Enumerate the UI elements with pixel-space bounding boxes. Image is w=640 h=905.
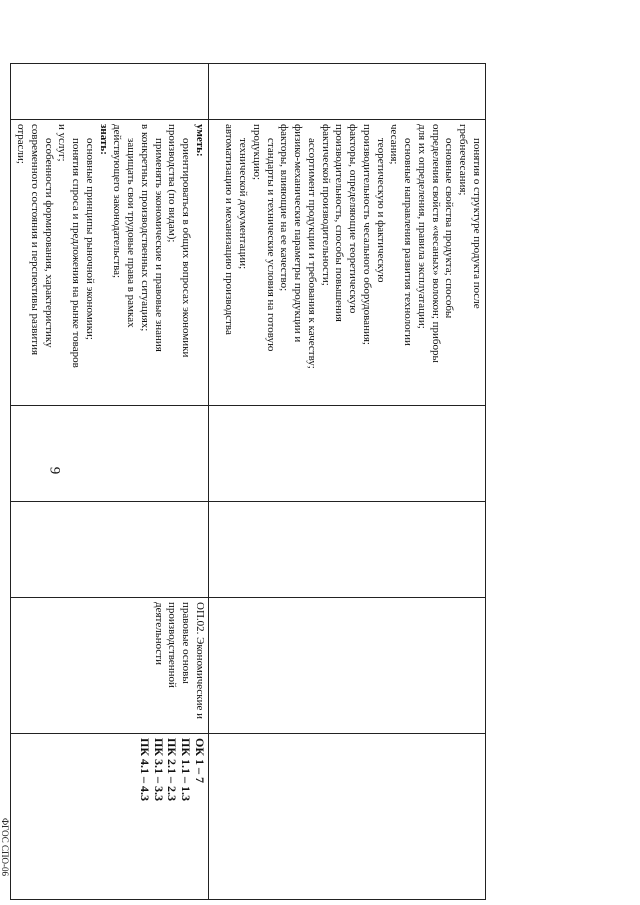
page-number: 9: [46, 466, 63, 475]
knowledge-line: отрасли;: [15, 124, 28, 164]
competency-code: ПК 4.1 – 4.3: [137, 738, 152, 802]
competency-list: [137, 738, 206, 895]
cell-empty: [209, 406, 486, 502]
skill-line: производства (по видам);: [166, 124, 179, 243]
competency-code: ПК 1.1 – 1.3: [179, 738, 194, 802]
knowledge-line: основные свойства продукта; способы: [443, 138, 456, 319]
knowledge-line: технической документации;: [237, 138, 250, 270]
knowledge-line: производительность, способы повышения: [333, 124, 346, 322]
skill-line: в конкретных производственных ситуациях;: [139, 124, 151, 332]
knowledge-line: продукцию;: [251, 124, 263, 181]
knowledge-line: теоретическую и фактическую: [374, 138, 387, 283]
knowledge-line: понятия спроса и предложения на рынке товаров: [70, 138, 83, 368]
knowledge-line: основные принципы рыночной экономики;: [84, 138, 96, 340]
knowledge-line: факторы, влияющие на ее качество;: [278, 124, 291, 292]
knowledge-list: [222, 124, 483, 401]
knowledge-line: фактической производительности;: [319, 124, 332, 286]
knowledge-line: физико-механические параметры продукции и: [292, 124, 305, 343]
table-row: [209, 64, 486, 900]
rotated-table-frame: [15, 63, 486, 899]
cell-index: [209, 64, 486, 120]
knowledge-line: и услуг;: [56, 124, 69, 162]
skill-line: ориентироваться в общих вопросах экономики: [180, 138, 193, 358]
knowledge-line: гребнечесания;: [457, 124, 470, 196]
competency-code: ОК 1 – 7: [193, 738, 207, 784]
competency-code: ПК 3.1 – 3.3: [151, 738, 166, 802]
discipline-name: ОП.02. Экономические и правовые основы производственной деятельности: [152, 602, 206, 720]
cell-discipline: [11, 598, 209, 734]
knowledge-line: чесания;: [388, 124, 401, 165]
curriculum-table: [11, 63, 487, 900]
knowledge-line: производительность чесального оборудования;: [361, 124, 373, 345]
skill-line: применять экономические и правовые знания: [152, 138, 165, 352]
cell-empty: [11, 502, 209, 598]
knowledge-line: факторы, определяющие теоретическую: [347, 124, 360, 314]
cell-discipline-empty: [209, 598, 486, 734]
cell-index: [11, 64, 209, 120]
cell-competencies-empty: [209, 734, 486, 900]
knowledge-line: ассортимент продукции и требования к качеству;: [306, 138, 318, 369]
table-container: [15, 63, 486, 899]
knowledge-line: для их определения, правила эксплуатации;: [416, 124, 428, 329]
skill-line: действующего законодательства;: [111, 124, 124, 279]
knowledge-line: основные направления развития технологии: [402, 138, 415, 346]
cell-empty: [209, 502, 486, 598]
knowledge-line: современного состояния и перспективы развития: [29, 124, 41, 356]
knowledge-line: определения свойств «чесаных» волокон; приборы: [429, 124, 442, 363]
label-umet: уметь:: [194, 124, 206, 157]
competency-code: ПК 2.1 – 2.3: [165, 738, 180, 802]
knowledge-line: особенности формирования, характеристику: [42, 138, 55, 348]
cell-empty: [11, 406, 209, 502]
knowledge-line: автоматизацию и механизацию производства: [223, 124, 236, 335]
cell-knowledge: [209, 120, 486, 406]
footer-document-code: ФГОС СПО-06: [0, 818, 10, 876]
skill-line: защищать свои трудовые права в рамках: [125, 138, 138, 328]
knowledge-line: понятия о структуре продукта после: [471, 138, 483, 309]
table-row: [11, 64, 209, 900]
skills-list: [14, 124, 207, 401]
label-znat: знать:: [97, 124, 110, 155]
cell-skills-knowledge: [11, 120, 209, 406]
cell-competencies: [11, 734, 209, 900]
knowledge-line: стандарты и технические условия на готовую: [264, 138, 277, 352]
